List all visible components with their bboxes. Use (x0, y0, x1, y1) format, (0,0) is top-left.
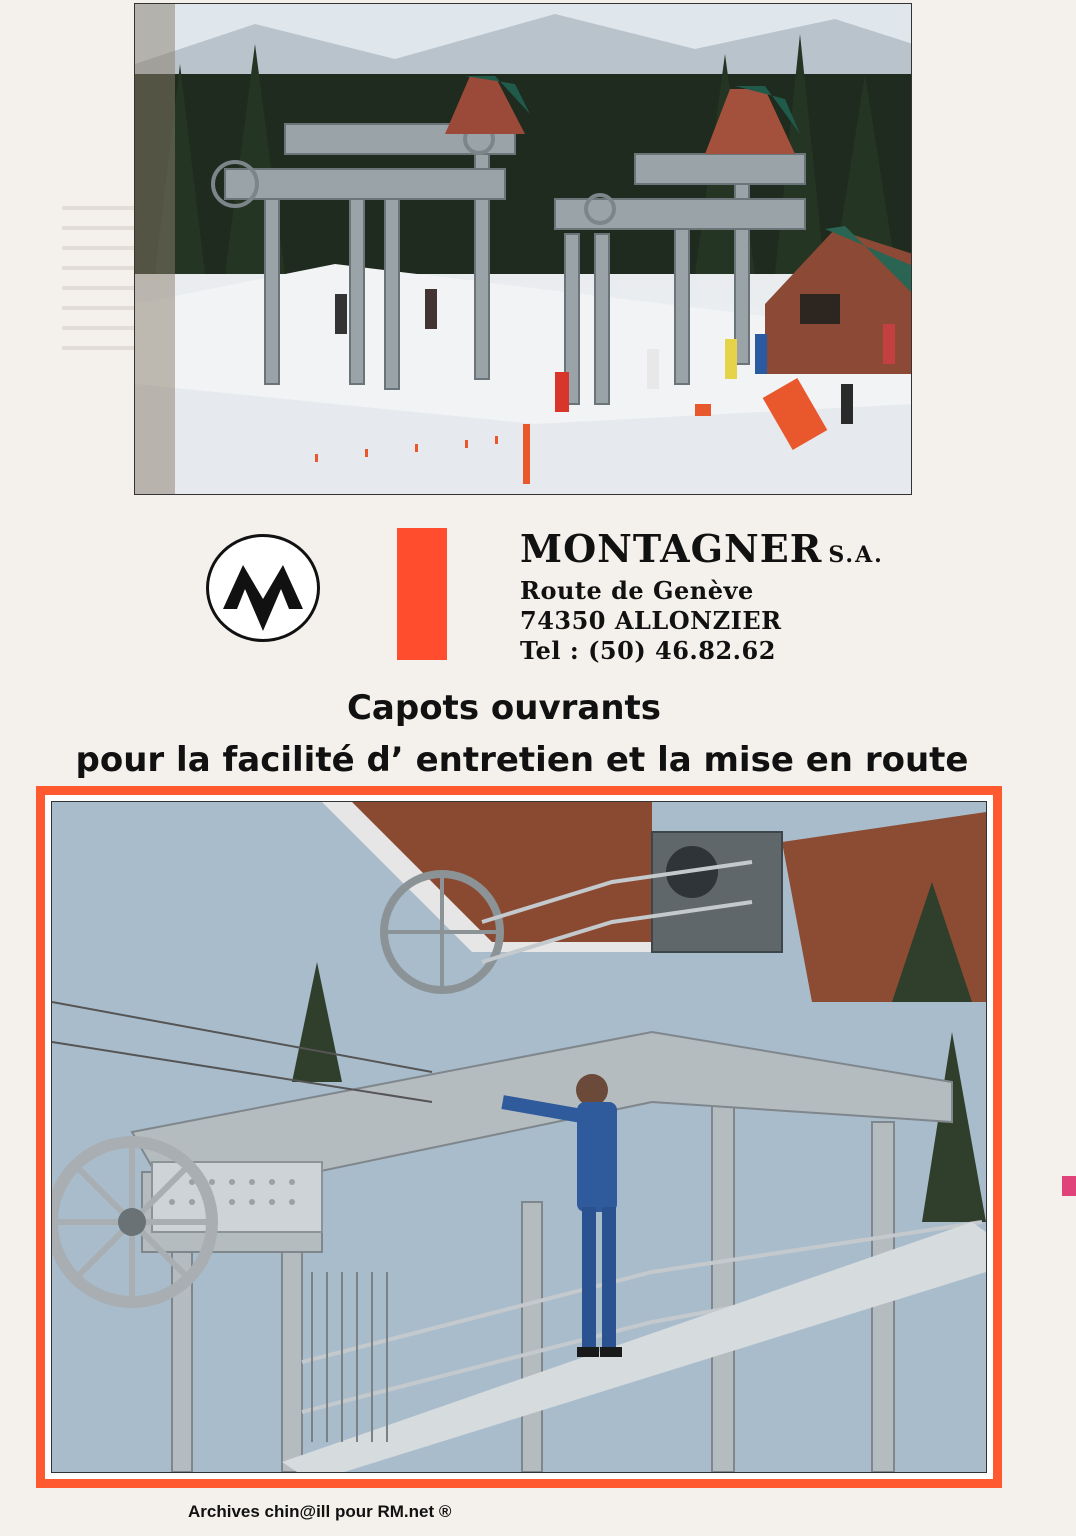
headline-line-1: Capots ouvrants (346, 688, 662, 728)
company-name-text: MONTAGNER (520, 526, 823, 571)
company-suffix: S.A. (828, 542, 884, 568)
company-address-city: 74350 ALLONZIER (520, 606, 782, 635)
m-logo-icon (223, 565, 303, 631)
company-address-street: Route de Genève (520, 576, 754, 605)
bottom-photo-mat (45, 795, 993, 1479)
montagner-logo (206, 534, 320, 642)
archive-credit: Archives chin@ill pour RM.net ® (188, 1502, 452, 1521)
company-block (520, 528, 884, 666)
top-photo-ski-lift (134, 3, 912, 495)
show-through-text (62, 190, 142, 366)
company-phone: Tel : (50) 46.82.62 (520, 636, 776, 665)
headline-line-2: pour la facilité d’ entretien et la mise en route (75, 740, 969, 780)
orange-accent-bar (397, 528, 447, 660)
bottom-photo-frame (36, 786, 1002, 1488)
bottom-photo-lift-machinery (51, 801, 987, 1473)
company-name (520, 528, 884, 576)
page-edge-tab (1062, 1176, 1076, 1196)
